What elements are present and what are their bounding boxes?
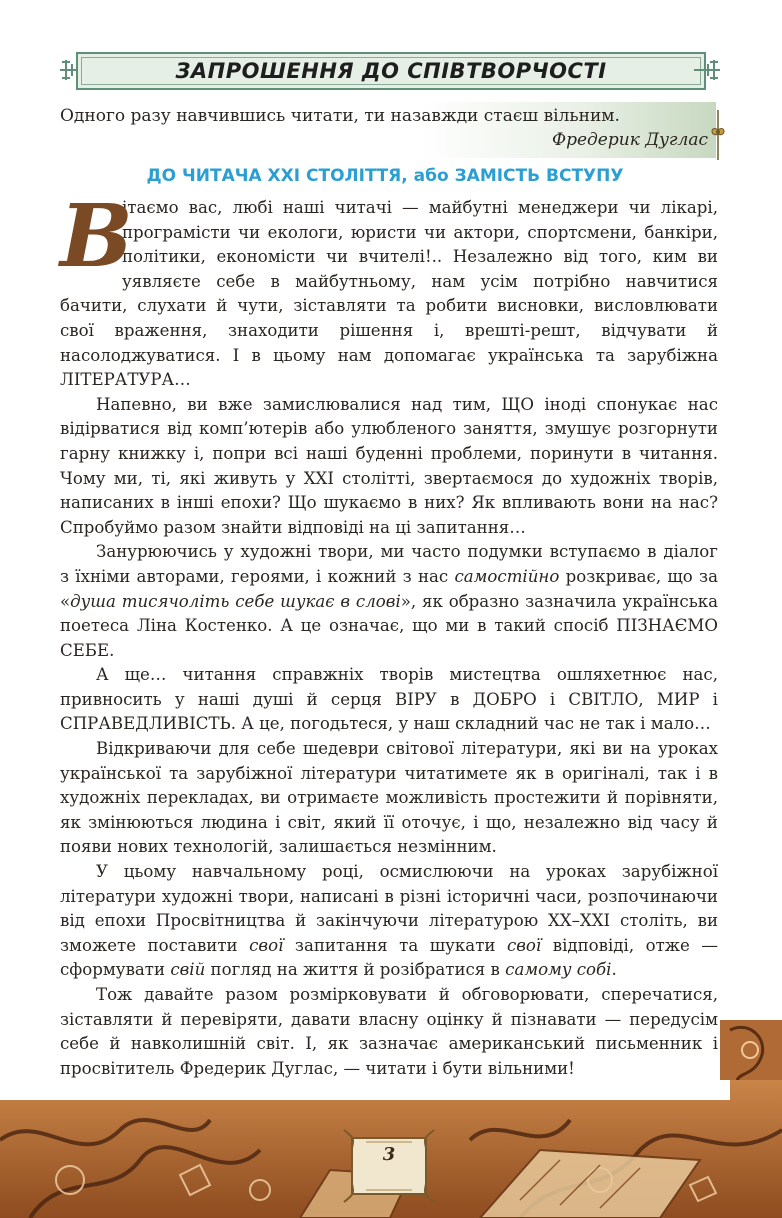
paragraph-6: У цьому навчальному році, осмислюючи на уроках зарубіжної літератури художні твори, написані в різні історичні часи, розпочинаючи від епохи Просвітництва й закінчуючи літературою XX–XXI століть, ви зможете поставити свої запитання та шукати свої відповіді, отже — сформувати свій погляд на життя й розібратися в самому собі. [60,862,718,980]
section-heading: ДО ЧИТАЧА ХХІ СТОЛІТТЯ, або ЗАМІСТЬ ВСТУПУ [146,166,624,186]
page-number-frame [342,1128,436,1204]
page-number: 3 [382,1144,396,1165]
paragraph-7: Тож давайте разом розмірковувати й обговорювати, сперечатися, зіставляти й перевіряти, давати власну оцінку й пізнавати — передусім себе й навколишній світ. І, як зазначає американський письменник і просвітитель Фредерик Дуглас, — читати і бути вільними! [60,985,718,1078]
paragraph-4: А ще… читання справжніх творів мистецтва ошляхетнює нас, привносить у наші душі й серця ВІРУ в ДОБРО і СВІТЛО, МИР і СПРАВЕДЛИВІСТЬ. А це, погодьтеся, у наш складний час не так і мало… [60,665,718,734]
drop-cap: В [60,186,133,287]
paragraph-3: Занурюючись у художні твори, ми часто подумки вступаємо в діалог з їхніми авторами, героями, і кожний з нас самостійно розкриває, що за «душа тисячоліть себе шукає в слові», як образно зазначила українська поетеса Ліна Костенко. А це означає, що ми в такий спосіб ПІЗНАЄМО СЕБЕ. [60,542,718,660]
epigraph-quote: Одного разу навчившись читати, ти назавжди стаєш вільним. [60,106,620,126]
banner-title: ЗАПРОШЕННЯ ДО СПІВТВОРЧОСТІ [175,59,607,83]
page-number-ornament-icon [342,1128,436,1204]
banner-box [76,52,706,90]
paragraph-1: В ітаємо вас, любі наші читачі — майбутні менеджери чи лікарі, програмісти чи екологи, юристи чи актори, спортсмени, банкіри, політики, економісти чи вчителі!.. Незалежно від того, ким ви уявляєте себе в майбутньому, нам усім потрібно навчитися бачити, слухати й чути, зіставляти та робити висновки, висловлювати свої враження, знаходити рішення і, врешті-решт, відчувати й насолоджуватися. І в цьому нам допомагає українська та зарубіжна ЛІТЕРАТУРА… [60,186,718,390]
flourish-ornament-icon [706,110,730,160]
epigraph [60,102,716,158]
banner-ornament-right-icon [692,52,722,88]
article-body [60,186,718,1120]
epigraph-author: Фредерик Дуглас [551,130,708,150]
section-banner [58,52,722,92]
paragraph-5: Відкриваючи для себе шедеври світової літератури, які ви на уроках української та зарубіжної літератури читатимете як в оригіналі, так і в художніх перекладах, ви отримаєте можливість простежити й порівняти, як змінюються людина і світ, який її оточує, і що, незалежно від часу й появи нових технологій, залишається незмінним. [60,739,718,857]
paragraph-2: Напевно, ви вже замислювалися над тим, ЩО іноді спонукає нас відірватися від комп’ютерів або улюбленого заняття, змушує розгорнути гарну книжку і, попри всі наші буденні проблеми, поринути в читання. Чому ми, ті, які живуть у XXI столітті, звертаємося до художніх творів, написаних в інші епохи? Що шукаємо в них? Як впливають вони на нас? Спробуймо разом знайти відповіді на ці запитання… [60,394,718,537]
